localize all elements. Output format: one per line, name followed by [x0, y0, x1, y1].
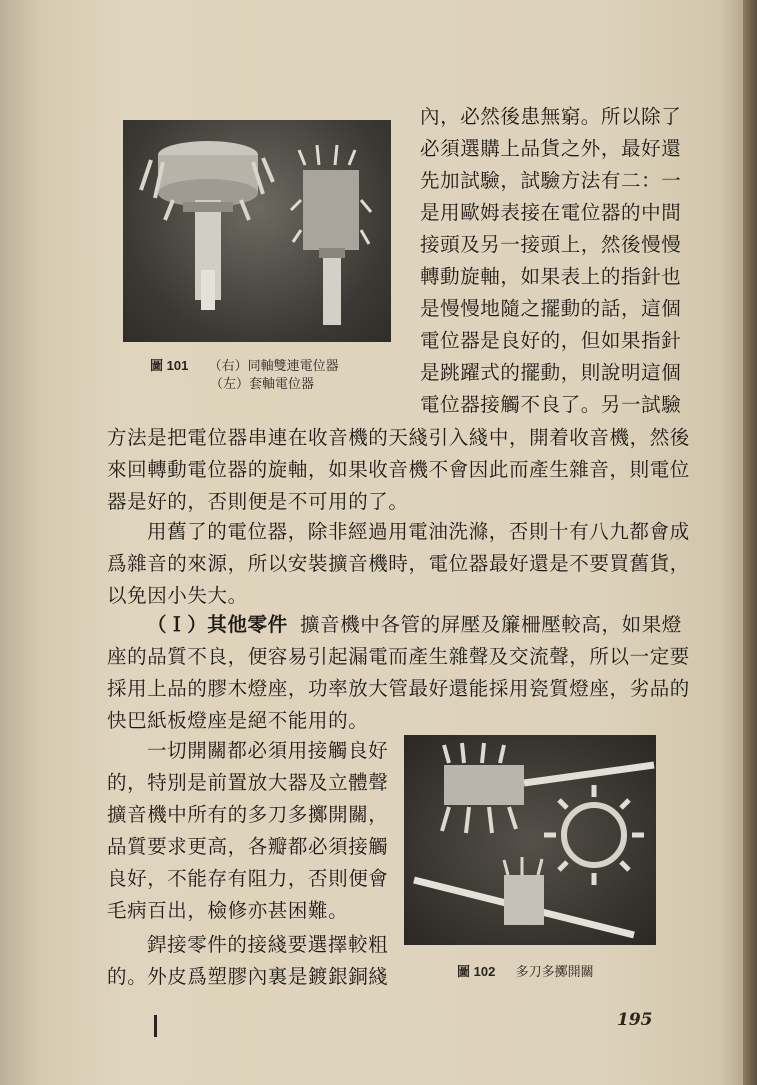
figure-101-caption-line1: （右）同軸雙連電位器	[208, 359, 339, 374]
left-column-line: 良好，不能存有阻力，否則便會	[107, 867, 389, 890]
left-column-line: 毛病百出，檢修亦甚困難。	[107, 899, 349, 922]
body-line: 用舊了的電位器，除非經過用電油洗滌，否則十有八九都會成	[147, 520, 690, 543]
body-line: 快巴紙板燈座是絕不能用的。	[107, 709, 369, 732]
book-binding-edge	[743, 0, 757, 1085]
right-column-line: 是用歐姆表接在電位器的中間	[420, 201, 682, 224]
body-line: 採用上品的膠木燈座，功率放大管最好還能採用瓷質燈座，劣品的	[107, 677, 690, 700]
left-column-line: 擴音機中所有的多刀多擲開關，	[107, 803, 389, 826]
left-column-line: 一切開關都必須用接觸良好	[147, 739, 389, 762]
right-column-line: 內，必然後患無窮。所以除了	[420, 105, 682, 128]
body-line: 以免因小失大。	[107, 584, 248, 607]
body-line: 來回轉動電位器的旋軸，如果收音機不會因此而產生雜音，則電位	[107, 458, 690, 481]
figure-101-photo	[123, 120, 391, 342]
body-line: 方法是把電位器串連在收音機的天綫引入綫中，開着收音機，然後	[107, 426, 690, 449]
body-line: 擴音機中各管的屏壓及簾柵壓較高，如果燈	[300, 613, 682, 636]
body-line: 器是好的，否則便是不可用的了。	[107, 490, 409, 513]
left-column-line: 品質要求更高，各瓣都必須接觸	[107, 835, 389, 858]
right-column-line: 轉動旋軸，如果表上的指針也	[420, 265, 682, 288]
left-column-line: 的。外皮爲塑膠內裏是鍍銀銅綫	[107, 965, 389, 988]
right-column-line: 接頭及另一接頭上，然後慢慢	[420, 233, 682, 256]
figure-101-caption	[150, 357, 339, 376]
body-line: 爲雜音的來源，所以安裝擴音機時，電位器最好還是不要買舊貨，	[107, 552, 690, 575]
figure-102-caption-text: 多刀多擲開關	[515, 965, 594, 980]
figure-101-number: 圖 101	[150, 358, 189, 373]
left-column-line: 的，特別是前置放大器及立體聲	[107, 771, 389, 794]
right-column-line: 電位器是良好的，但如果指針	[420, 329, 682, 352]
section-heading: （Ｉ）其他零件	[147, 613, 288, 636]
page-number: 195	[617, 1010, 653, 1030]
right-column-line: 先加試驗，試驗方法有二：一	[420, 169, 682, 192]
right-column-line: 必須選購上品貨之外，最好還	[420, 137, 682, 160]
rotary-switch-illustration	[404, 735, 656, 945]
ink-mark	[154, 1015, 157, 1037]
right-column-line: 是跳躍式的擺動，則說明這個	[420, 361, 682, 384]
left-column-line: 銲接零件的接綫要選擇較粗	[147, 933, 389, 956]
body-line: 座的品質不良，便容易引起漏電而產生雜聲及交流聲，所以一定要	[107, 645, 690, 668]
right-column-line: 是慢慢地隨之擺動的話，這個	[420, 297, 682, 320]
figure-102-photo	[404, 735, 656, 945]
right-column-line: 電位器接觸不良了。另一試驗	[420, 393, 682, 416]
figure-102-number: 圖 102	[457, 964, 496, 979]
figure-102-caption	[457, 963, 594, 982]
potentiometer-illustration	[123, 120, 391, 342]
figure-101-caption-line2: （左）套軸電位器	[210, 377, 315, 392]
